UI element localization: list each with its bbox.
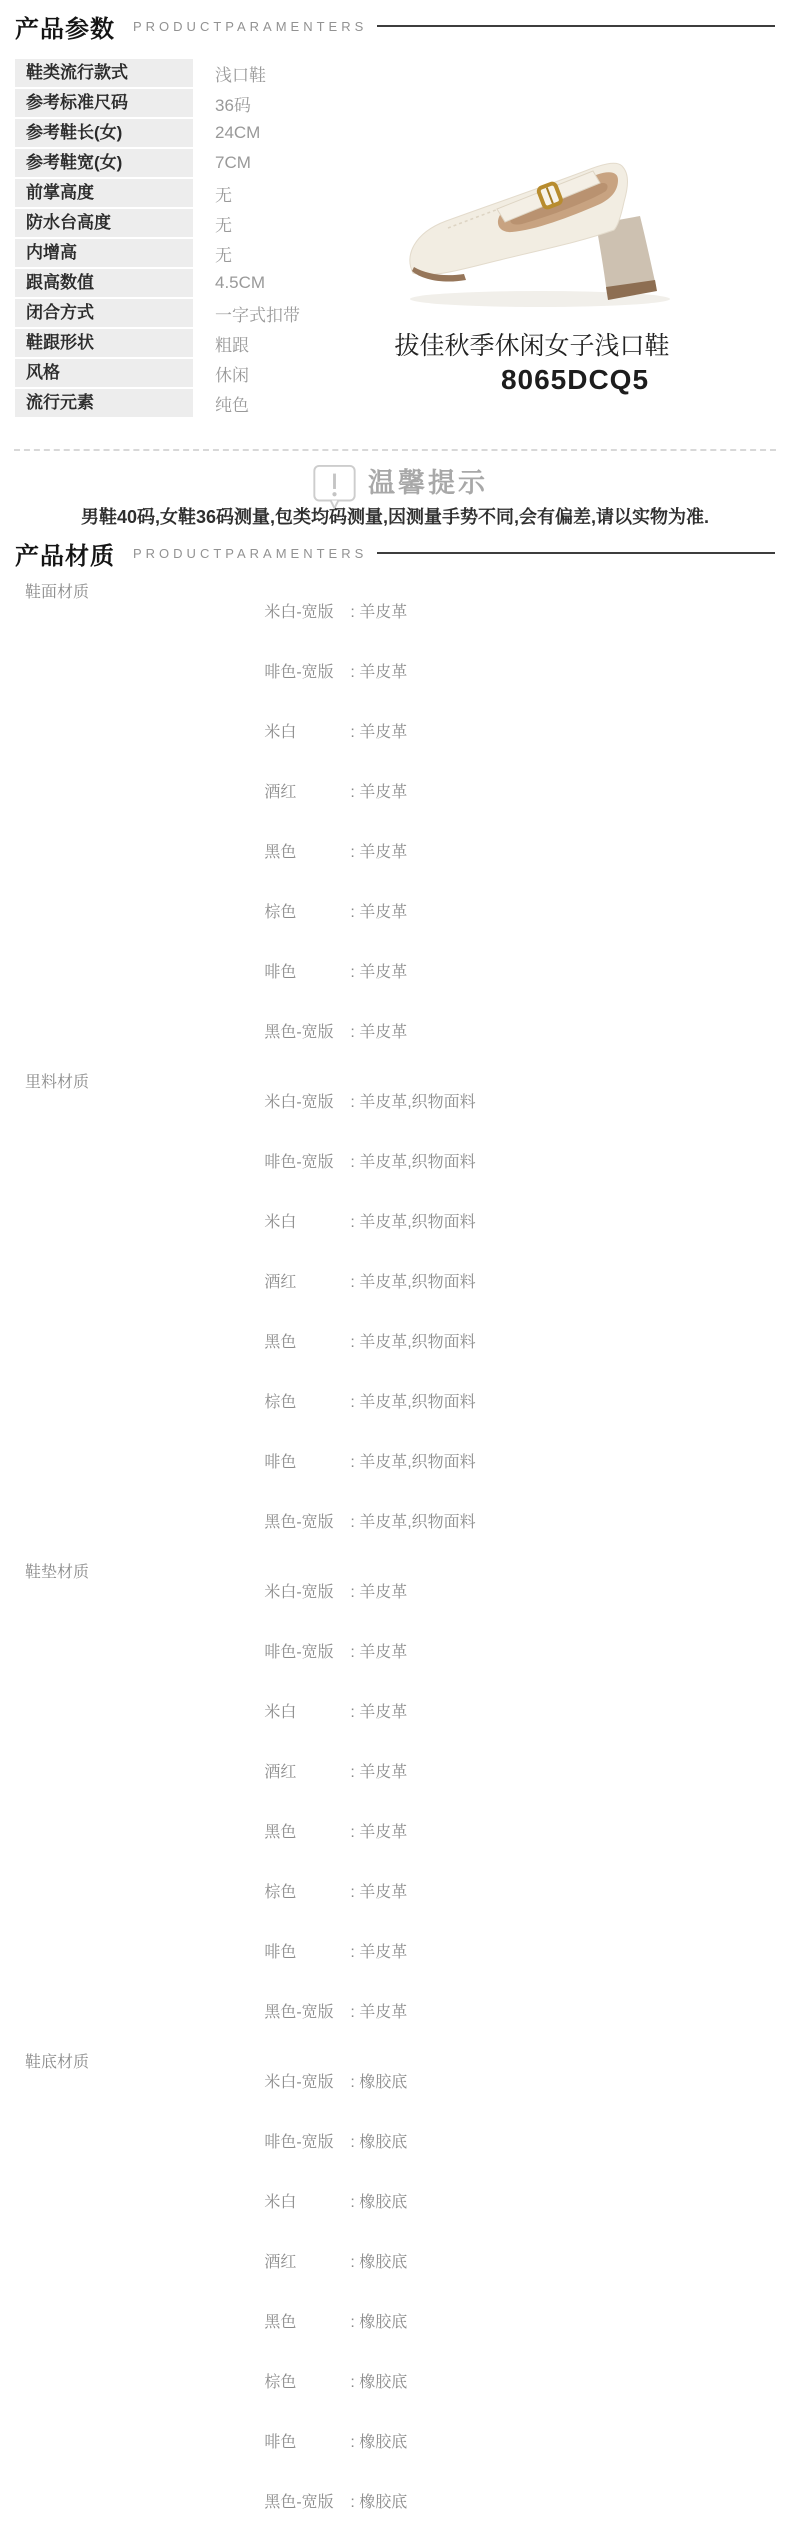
parameter-label: 参考鞋宽(女) [15,149,193,177]
parameter-value: 无 [215,185,232,205]
section-subtitle-materials: PRODUCTPARAMENTERS [133,545,368,561]
material-row [211,1073,476,1133]
colon-separator: : [350,1394,360,1411]
material-entries [211,1563,407,2043]
material-value: 羊皮革 [359,844,408,861]
colorway-name: 米白 [264,2194,297,2211]
material-value: 橡胶底 [359,2494,408,2511]
material-value: 羊皮革,织物面料 [359,1454,476,1471]
parameter-value: 36码 [215,95,251,115]
material-value: 羊皮革 [359,1824,408,1841]
section-subtitle-parameters: PRODUCTPARAMENTERS [133,18,368,34]
parameter-row [15,269,300,297]
colorway-name: 棕色 [264,904,297,921]
material-value: 羊皮革 [359,664,408,681]
material-value: 羊皮革 [359,784,408,801]
material-value: 橡胶底 [359,2074,408,2091]
colorway-name: 黑色 [264,2314,297,2331]
colon-separator: : [350,1514,360,1531]
parameter-label: 跟高数值 [15,269,193,297]
colorway-name: 棕色 [264,1884,297,1901]
parameter-value: 7CM [215,153,251,172]
colorway-name: 米白 [264,1704,297,1721]
material-value: 羊皮革,织物面料 [359,1094,476,1111]
parameters-table [15,59,300,419]
material-entries [211,1073,476,1553]
material-section-insole [15,1563,790,2043]
product-photo-shoe [400,138,690,313]
colorway-name: 棕色 [264,2374,297,2391]
colon-separator: : [350,1154,360,1171]
material-value: 羊皮革 [359,1644,408,1661]
material-row [211,2233,407,2293]
colon-separator: : [350,2004,360,2021]
material-section-lining [15,1073,790,1553]
colon-separator: : [350,2134,360,2151]
material-row [211,1433,476,1493]
colorway-name: 米白-宽版 [264,1094,334,1111]
colorway-name: 啡色 [264,1454,297,1471]
colorway-name: 酒红 [264,1274,297,1291]
material-row [211,1623,407,1683]
colorway-name: 黑色-宽版 [264,1024,334,1041]
colon-separator: : [350,1884,360,1901]
colon-separator: : [350,604,360,621]
material-value: 羊皮革 [359,2004,408,2021]
parameter-value: 24CM [215,123,261,142]
colon-separator: : [350,2494,360,2511]
material-value: 羊皮革,织物面料 [359,1154,476,1171]
colorway-name: 啡色 [264,1944,297,1961]
material-row [211,1003,407,1063]
colorway-name: 黑色 [264,1824,297,1841]
product-model-number: 8065DCQ5 [500,364,650,395]
colorway-name: 酒红 [264,784,297,801]
colon-separator: : [350,1214,360,1231]
colorway-name: 啡色-宽版 [264,2134,334,2151]
colon-separator: : [350,1454,360,1471]
colorway-name: 黑色-宽版 [264,2494,334,2511]
parameter-value: 一字式扣带 [215,305,300,325]
colorway-name: 酒红 [264,2254,297,2271]
material-row [211,583,407,643]
parameter-label: 参考鞋长(女) [15,119,193,147]
material-row [211,1313,476,1373]
material-entries [211,2053,407,2533]
colorway-name: 米白-宽版 [264,604,334,621]
colorway-name: 啡色-宽版 [264,664,334,681]
material-row [211,2353,407,2413]
material-value: 羊皮革 [359,1944,408,1961]
materials-list [15,583,790,2543]
material-row [211,943,407,1003]
material-row [211,1493,476,1553]
material-value: 羊皮革 [359,1584,408,1601]
colorway-name: 米白-宽版 [264,1584,334,1601]
material-value: 羊皮革 [359,1024,408,1041]
section-title-parameters: 产品参数 [15,15,115,43]
colon-separator: : [350,964,360,981]
colon-separator: : [350,1704,360,1721]
material-value: 羊皮革,织物面料 [359,1514,476,1531]
colorway-name: 黑色 [264,844,297,861]
parameter-value: 4.5CM [215,273,266,292]
parameter-label: 流行元素 [15,389,193,417]
colon-separator: : [350,2194,360,2211]
material-value: 羊皮革 [359,604,408,621]
colon-separator: : [350,1824,360,1841]
parameter-value: 休闲 [215,365,249,385]
material-row [211,1743,407,1803]
material-value: 橡胶底 [359,2374,408,2391]
colorway-name: 黑色-宽版 [264,2004,334,2021]
parameter-row [15,209,300,237]
material-label: 鞋面材质 [25,584,90,601]
material-value: 橡胶底 [359,2254,408,2271]
parameter-label: 闭合方式 [15,299,193,327]
parameter-label: 防水台高度 [15,209,193,237]
colorway-name: 米白 [264,724,297,741]
material-row [211,883,407,943]
parameter-row [15,299,300,327]
material-row [211,643,407,703]
parameter-row [15,149,300,177]
colon-separator: : [350,1584,360,1601]
material-row [211,2473,407,2533]
material-row [211,1983,407,2043]
parameter-value: 浅口鞋 [215,65,266,85]
parameter-label: 前掌高度 [15,179,193,207]
parameter-label: 内增高 [15,239,193,267]
colon-separator: : [350,2074,360,2091]
colorway-name: 棕色 [264,1394,297,1411]
parameter-value: 无 [215,245,232,265]
section-title-materials: 产品材质 [15,542,115,570]
parameter-row [15,119,300,147]
material-row [211,1373,476,1433]
colon-separator: : [350,2314,360,2331]
notice-title: 温馨提示 [368,468,488,498]
colorway-name: 酒红 [264,1764,297,1781]
colon-separator: : [350,784,360,801]
material-section-sole [15,2053,790,2533]
material-row [211,2413,407,2473]
material-row [211,1253,476,1313]
colorway-name: 啡色 [264,964,297,981]
material-row [211,1133,476,1193]
dashed-divider [14,449,776,451]
material-row [211,1683,407,1743]
material-value: 羊皮革 [359,1704,408,1721]
material-label: 鞋垫材质 [25,1564,90,1581]
colorway-name: 啡色-宽版 [264,1644,334,1661]
product-name: 拔佳秋季休闲女子浅口鞋 [394,332,670,360]
colon-separator: : [350,1644,360,1661]
colorway-name: 黑色 [264,1334,297,1351]
parameter-value: 粗跟 [215,335,249,355]
colon-separator: : [350,1334,360,1351]
material-row [211,1563,407,1623]
colorway-name: 啡色-宽版 [264,1154,334,1171]
colon-separator: : [350,724,360,741]
material-row [211,1923,407,1983]
colon-separator: : [350,2374,360,2391]
material-label: 里料材质 [25,1074,90,1091]
colorway-name: 米白 [264,1214,297,1231]
colon-separator: : [350,2254,360,2271]
colon-separator: : [350,1094,360,1111]
section-header-parameters [0,9,790,43]
material-row [211,1863,407,1923]
material-row [211,703,407,763]
parameter-row [15,59,300,87]
material-value: 羊皮革,织物面料 [359,1394,476,1411]
parameter-row [15,329,300,357]
material-value: 羊皮革,织物面料 [359,1274,476,1291]
material-row [211,2293,407,2353]
parameter-label: 鞋跟形状 [15,329,193,357]
colorway-name: 米白-宽版 [264,2074,334,2091]
material-value: 橡胶底 [359,2194,408,2211]
material-value: 羊皮革,织物面料 [359,1334,476,1351]
material-value: 橡胶底 [359,2434,408,2451]
material-value: 羊皮革 [359,1884,408,1901]
parameter-row [15,389,300,417]
colon-separator: : [350,664,360,681]
material-value: 羊皮革,织物面料 [359,1214,476,1231]
colon-separator: : [350,844,360,861]
parameter-label: 风格 [15,359,193,387]
colon-separator: : [350,1944,360,1961]
material-row [211,1803,407,1863]
parameter-label: 鞋类流行款式 [15,59,193,87]
material-value: 羊皮革 [359,964,408,981]
material-row [211,763,407,823]
colon-separator: : [350,2434,360,2451]
parameter-value: 无 [215,215,232,235]
notice-text: 男鞋40码,女鞋36码测量,包类均码测量,因测量手势不同,会有偏差,请以实物为准. [80,507,710,527]
material-value: 羊皮革 [359,724,408,741]
material-value: 橡胶底 [359,2134,408,2151]
header-rule [377,25,775,27]
material-row [211,2173,407,2233]
material-value: 羊皮革 [359,1764,408,1781]
parameter-row [15,239,300,267]
header-rule [377,552,775,554]
material-entries [211,583,407,1063]
parameter-row [15,359,300,387]
material-value: 羊皮革 [359,904,408,921]
colorway-name: 啡色 [264,2434,297,2451]
material-row [211,823,407,883]
colon-separator: : [350,1024,360,1041]
material-label: 鞋底材质 [25,2054,90,2071]
parameter-label: 参考标准尺码 [15,89,193,117]
parameter-value: 纯色 [215,395,249,415]
material-row [211,2113,407,2173]
material-row [211,1193,476,1253]
section-header-materials [0,536,790,570]
colon-separator: : [350,1274,360,1291]
parameter-row [15,89,300,117]
material-row [211,2053,407,2113]
parameter-row [15,179,300,207]
material-section-upper [15,583,790,1063]
colon-separator: : [350,1764,360,1781]
material-value: 橡胶底 [359,2314,408,2331]
colon-separator: : [350,904,360,921]
colorway-name: 黑色-宽版 [264,1514,334,1531]
